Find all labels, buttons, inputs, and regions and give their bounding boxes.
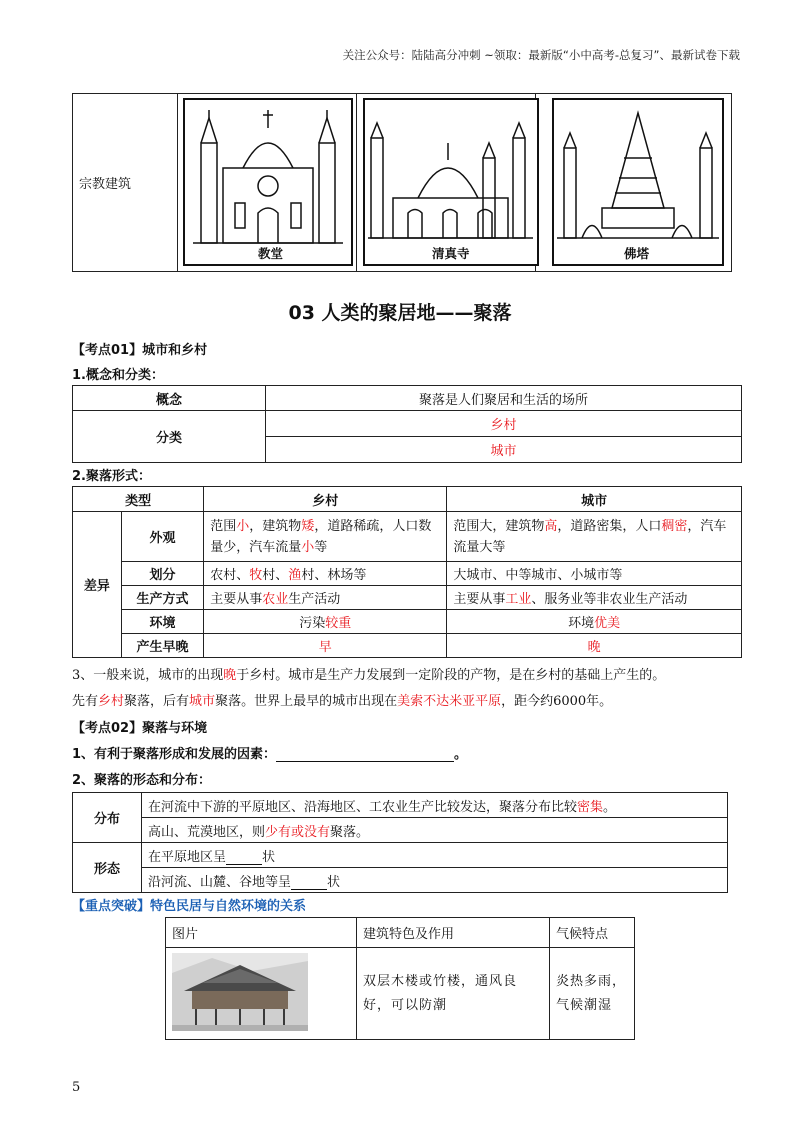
t: 稠密 <box>661 518 688 534</box>
t: 沿河流、山麓、谷地等呈 <box>148 874 292 890</box>
p3-line2 <box>72 690 612 709</box>
t: 密集 <box>577 799 604 815</box>
shape-blank-2[interactable] <box>291 876 327 890</box>
page-number: 5 <box>72 1080 81 1095</box>
concept-subheading: 1.概念和分类： <box>72 368 164 383</box>
pagoda-caption: 佛塔 <box>624 246 650 261</box>
t: 范围 <box>210 518 237 534</box>
shape-label: 形态 <box>73 843 142 893</box>
shape-blank-1[interactable] <box>226 851 262 865</box>
r4-label: 环境 <box>121 610 203 634</box>
dw-climate: 炎热多雨，气候潮湿 <box>550 948 635 1040</box>
r1-rural <box>204 512 447 562</box>
t: 3、一般来说，城市的出现 <box>72 668 224 683</box>
factor-blank[interactable] <box>276 748 454 762</box>
t: 村、 <box>262 568 289 583</box>
dw-feature: 双层木楼或竹楼，通风良好，可以防潮 <box>357 948 550 1040</box>
t: ，建筑物 <box>249 518 302 534</box>
r4-urban <box>447 610 742 634</box>
t: ，道路稀疏，人口数量少，汽车流量 <box>210 518 432 555</box>
form-diff: 差异 <box>73 512 122 658</box>
mosque-image <box>363 98 539 266</box>
r5-urban: 晚 <box>447 634 742 658</box>
r3-urban <box>447 586 742 610</box>
t: 1、有利于聚落形成和发展的因素： <box>72 747 277 762</box>
t: ，距今约6000年。 <box>501 694 613 709</box>
p3-line1 <box>72 664 665 683</box>
t: 生产活动 <box>288 592 341 607</box>
t: 聚落。 <box>330 824 370 840</box>
t: 少有或没有 <box>265 824 331 840</box>
r5-rural: 早 <box>204 634 447 658</box>
t: 农村、 <box>210 568 250 583</box>
r1-label: 外观 <box>121 512 203 562</box>
concept-label: 概念 <box>73 386 266 411</box>
section-title: 03 人类的聚居地——聚落 <box>288 302 512 324</box>
t: 晚 <box>223 668 237 683</box>
t: 于乡村。城市是生产力发展到一定阶段的产物，是在乡村的基础上产生的。 <box>236 668 666 683</box>
t: 小 <box>301 539 315 555</box>
t: 高山、荒漠地区，则 <box>148 824 266 840</box>
stilt-house-image <box>172 953 308 1031</box>
church-caption: 教堂 <box>258 246 284 261</box>
zhongdian-heading: 【重点突破】特色民居与自然环境的关系 <box>72 899 307 914</box>
t: 小 <box>236 518 250 534</box>
form-h-urban: 城市 <box>447 487 742 512</box>
t: 矮 <box>301 518 315 534</box>
form-h-type: 类型 <box>73 487 204 512</box>
religion-label <box>73 94 178 272</box>
r3-label: 生产方式 <box>121 586 203 610</box>
t: 牧 <box>249 568 263 583</box>
t: 村、林场等 <box>301 568 367 583</box>
page-header: 关注公众号：陆陆高分冲刺 ~领取：最新版“小中高考-总复习”、最新试卷下载 <box>342 48 740 62</box>
t: 优美 <box>594 616 621 631</box>
t: 。 <box>603 799 617 815</box>
pagoda-image <box>552 98 724 266</box>
dw-h-pic: 图片 <box>166 918 357 948</box>
t: 聚落。世界上最早的城市出现在 <box>215 694 398 709</box>
mosque-caption: 清真寺 <box>432 246 470 261</box>
dist-row1 <box>142 793 728 818</box>
t: 工业 <box>505 592 532 607</box>
t: 较重 <box>325 616 352 631</box>
form-subheading: 2.聚落形式： <box>72 469 151 484</box>
t: 乡村 <box>98 694 125 709</box>
t: 污染 <box>299 616 326 631</box>
r2-label: 划分 <box>121 562 203 586</box>
r1-urban <box>447 512 742 562</box>
shape-question: 2、聚落的形态和分布： <box>72 773 212 788</box>
shape-row1 <box>142 843 728 868</box>
class-rural: 乡村 <box>266 411 742 437</box>
t: 先有 <box>72 694 99 709</box>
distribution-table <box>72 792 728 893</box>
form-h-rural: 乡村 <box>204 487 447 512</box>
r3-rural <box>204 586 447 610</box>
dw-pic-cell <box>166 948 357 1040</box>
class-label: 分类 <box>73 411 266 463</box>
shape-row2 <box>142 868 728 893</box>
t: 状 <box>327 874 341 890</box>
t: 在河流中下游的平原地区、沿海地区、工农业生产比较发达，聚落分布比较 <box>148 799 578 815</box>
concept-value: 聚落是人们聚居和生活的场所 <box>266 386 742 411</box>
t: 范围大，建筑物 <box>453 518 545 534</box>
dist-row2 <box>142 818 728 843</box>
t: 在平原地区呈 <box>148 849 227 865</box>
kaodian1-heading: 【考点01】城市和乡村 <box>72 343 208 358</box>
t: 渔 <box>288 568 302 583</box>
t: 。 <box>454 747 468 762</box>
t: 城市 <box>189 694 216 709</box>
t: 状 <box>262 849 276 865</box>
dw-h-climate: 气候特点 <box>550 918 635 948</box>
dist-label: 分布 <box>73 793 142 843</box>
t: 聚落，后有 <box>124 694 190 709</box>
r2-urban: 大城市、中等城市、小城市等 <box>447 562 742 586</box>
religion-label-text: 宗教建筑 <box>79 177 132 192</box>
t: 高 <box>544 518 558 534</box>
r2-rural <box>204 562 447 586</box>
class-urban: 城市 <box>266 437 742 463</box>
form-table <box>72 486 742 658</box>
t: 农业 <box>262 592 289 607</box>
dw-h-feature: 建筑特色及作用 <box>357 918 550 948</box>
t: ，道路密集，人口 <box>557 518 662 534</box>
t: 主要从事 <box>210 592 263 607</box>
t: 、服务业等非农业生产活动 <box>531 592 688 607</box>
t: 主要从事 <box>453 592 506 607</box>
concept-table <box>72 385 742 463</box>
t: 等 <box>314 539 328 555</box>
t: 美索不达米亚平原 <box>397 694 502 709</box>
t: ，汽车流量大等 <box>453 518 727 555</box>
kaodian2-heading: 【考点02】聚落与环境 <box>72 721 208 736</box>
church-image <box>183 98 353 266</box>
t: 环境 <box>568 616 595 631</box>
factor-question <box>72 743 467 762</box>
r4-rural <box>204 610 447 634</box>
dwelling-table <box>165 917 635 1040</box>
r5-label: 产生早晚 <box>121 634 203 658</box>
